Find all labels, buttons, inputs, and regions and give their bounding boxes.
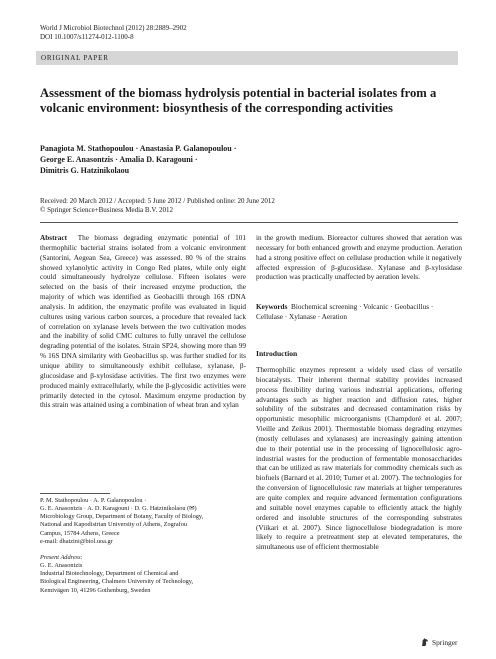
author-list (40, 144, 460, 176)
footnote-line: G. E. Anasontzis · A. D. Karagouni · D. G. Hatzinikolaou (✉) (40, 505, 197, 513)
journal-citation: World J Microbiol Biotechnol (2012) 28:2889–2902 (40, 24, 187, 32)
article-type-label: ORIGINAL PAPER (41, 54, 109, 62)
introduction-heading: Introduction (256, 349, 298, 358)
keywords-section (256, 303, 462, 323)
publisher-logo (420, 637, 457, 647)
received-dates: Received: 20 March 2012 / Accepted: 5 June 2012 / Published online: 20 June 2012 (40, 197, 275, 205)
header-divider (40, 222, 458, 223)
article-title: Assessment of the biomass hydrolysis potential in bacterial isolates from a volcanic environment: biosynthesis of the corresponding activities (40, 86, 437, 115)
footnote-line: Kemivägen 10, 41296 Gothenburg, Sweden (40, 586, 151, 594)
abstract-continuation (256, 234, 462, 283)
publisher-name: Springer (432, 638, 458, 647)
springer-horse-icon (420, 637, 430, 647)
article-type-banner (36, 51, 458, 65)
author-line: Dimitris G. Hatzinikolaou (40, 165, 130, 175)
introduction-body (256, 366, 462, 553)
publication-history (40, 197, 460, 215)
keywords-text: Biochemical screening · Volcanic · Geobacillus · Cellulase · Xylanase · Aeration (256, 303, 434, 321)
journal-header (40, 24, 340, 42)
footnote-line: National and Kapodistrian University of Athens, Zografou (40, 521, 188, 529)
author-line: George E. Anasontzis · Amalia D. Karagouni · (40, 154, 198, 164)
abstract-text: The biomass degrading enzymatic potential of 101 thermophilic bacterial strains isolated from a volcanic environment (Santorini, Aegean Sea, Greece) was assessed. 80 % of the strains showed xylanolytic activity in Congo Red plates, while only eight could simultaneously hydrolyze cellulose. Fifteen isolates were selected on the basis of their increased enzyme production, the majority of which was identified as Geobacilli through 16S rDNA analysis. In addition, the enzymatic profile was evaluated in liquid cultures using various carbon sources, a procedure that revealed lack of correlation on xylanase levels between the two cultivation modes and the inability of solid CMC cultures to fully unravel the cellulose degrading potential of the isolates. Strain SP24, showing more than 99 % 16S DNA similarity with Geobacillus sp. was further studied for its unique ability to simultaneously exhibit cellulase, xylanase, β-glucosidase and β-xylosidase activities. The first two enzymes were produced mainly extracellularly, while the β-glycosidic activities were primarily detected in the cytosol. Maximum enzyme production by this strain was attained using a combination of wheat bran and xylan (40, 234, 246, 410)
footnote-line: G. E. Anasontzis (40, 562, 83, 570)
copyright: © Springer Science+Business Media B.V. 2012 (40, 206, 173, 214)
affiliation-footnotes (40, 497, 246, 595)
abstract-continuation-text: in the growth medium. Bioreactor cultures showed that aeration was necessary for both enhanced growth and enzyme production. Aeration had a strong positive effect on cellulase production while it negatively affected expression of β-glucosidase. Xylanase and β-xylosidase production was practically unaffected by aeration levels. (256, 234, 462, 282)
present-address-label: Present Address: (40, 553, 83, 561)
footnote-line: Biological Engineering, Chalmers University of Technology, (40, 578, 194, 586)
footnote-line: P. M. Stathopoulou · A. P. Galanopoulou · (40, 497, 147, 504)
abstract-label: Abstract (40, 234, 67, 242)
keywords-label: Keywords (256, 303, 288, 311)
author-line: Panagiota M. Stathopoulou · Anastasia P. Galanopoulou · (40, 144, 237, 153)
footnote-line: Industrial Biotechnology, Department of Chemical and (40, 570, 179, 578)
introduction-text: Thermophilic enzymes represent a widely used class of versatile biocatalysts. Their inherent thermal stability provides increased process flexibility during various industrial applications, offering advantages such as higher reaction and diffusion rates, higher solubility of the substrates and decreased contamination risks by opportunistic mesophilic microorganisms (Champdoré et al. 2007; Vieille and Zeikus 2001). Thermostable biomass degrading enzymes (mostly cellulases and xylanases) are increasingly gaining attention due to their potential use in the processing of lignocellulosic agro-industrial wastes for the production of fermentable monosaccharides that can be utilized as raw materials for commodity chemicals such as biofuels (Barnard et al. 2010; Turner et al. 2007). The technologies for the conversion of lignocellulosic raw materials at higher temperatures are quite complex and require advanced fermentation configurations and suitable novel enzymes capable to efficiently attack the highly ordered and insoluble structures of the corresponding substrates (Viikari et al. 2007). Since lignocellulose biodegradation is more likely to require a pretreatment step at elevated temperatures, the simultaneous use of efficient thermostable (256, 366, 462, 552)
footnote-email[interactable]: e-mail: dhatzini@biol.uoa.gr (40, 537, 113, 545)
footnote-line: Campus, 15784 Athens, Greece (40, 529, 120, 537)
footnote-line: Microbiology Group, Department of Botany, Faculty of Biology, (40, 513, 204, 521)
footnote-divider (40, 493, 110, 494)
doi: DOI 10.1007/s11274-012-1100-8 (40, 33, 134, 41)
abstract-section (40, 234, 246, 411)
